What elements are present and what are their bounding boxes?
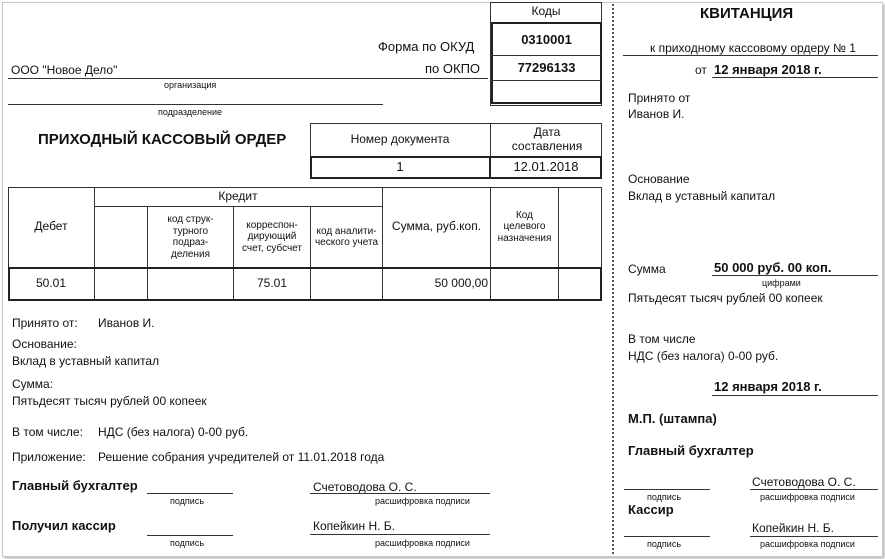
receipt-digits-caption: цифрами [762,278,801,288]
accepted-label: Принято от: [12,316,78,330]
okpo-code: 77296133 [517,59,576,75]
department-caption: подразделение [158,107,222,117]
docnum-value: 1 [396,159,404,175]
order-title: ПРИХОДНЫЙ КАССОВЫЙ ОРДЕР [38,131,287,148]
receipt-cashier-label: Кассир [628,502,674,517]
debit-header: Дебет [34,219,68,234]
receipt-title: КВИТАНЦИЯ [700,5,794,22]
receipt-basis-label: Основание [628,172,690,186]
date-header: Дата составления [511,124,583,153]
receipt-stamp: М.П. (штампа) [628,411,717,426]
row-credit-blank [95,269,147,299]
chief-accountant-label: Главный бухгалтер [12,478,138,493]
basis-label: Основание: [12,337,77,351]
date-value: 12.01.2018 [513,159,579,175]
receipt-chief-name: Счетоводова О. С. [752,475,856,489]
corr-header: корреспон-дирующий счет, субсчет [242,219,302,254]
receipt-cashier-sign-caption: подпись [647,539,682,549]
row-debit: 50.01 [35,276,67,291]
receipt-incl-label: В том числе [628,332,696,346]
okpo-label: по ОКПО [425,61,481,76]
row-corr: 75.01 [256,276,288,291]
docnum-header: Номер документа [350,131,450,146]
sum-header: Сумма, руб.коп. [391,219,482,234]
attach-value: Решение собрания учредителей от 11.01.2018 года [98,450,385,464]
chief-sign-caption: подпись [170,496,205,506]
analytic-header: код аналити-ческого учета [314,225,379,248]
cashier-decode-caption: расшифровка подписи [375,538,470,548]
sum-words: Пятьдесят тысяч рублей 00 копеек [12,394,207,408]
accepted-value: Иванов И. [98,316,155,330]
codes-header: Коды [531,4,561,19]
incl-value: НДС (без налога) 0-00 руб. [98,425,249,439]
struct-header: код струк-турного подраз-деления [167,214,214,260]
credit-header: Кредит [218,188,258,203]
organization-caption: организация [164,80,217,90]
receipt-date: 12 января 2018 г. [714,62,822,77]
receipt-chief-sign-caption: подпись [647,492,682,502]
target-header: Код целевого назначения [497,209,552,244]
attach-label: Приложение: [12,450,86,464]
receipt-chief-decode-caption: расшифровка подписи [760,492,855,502]
cut-line [612,4,614,554]
receipt-incl-value: НДС (без налога) 0-00 руб. [628,349,779,363]
chief-accountant-name: Счетоводова О. С. [313,480,417,494]
okud-code: 0310001 [521,31,572,47]
basis-value: Вклад в уставный капитал [12,354,160,368]
receipt-from-label: от [695,63,707,77]
receipt-accepted-value: Иванов И. [628,107,685,121]
organization-name: ООО "Новое Дело" [11,63,118,77]
receipt-chief-label: Главный бухгалтер [628,443,754,458]
receipt-to-order: к приходному кассовому ордеру № 1 [650,41,856,55]
row-target [491,269,558,299]
chief-decode-caption: расшифровка подписи [375,496,470,506]
incl-label: В том числе: [12,425,83,439]
okud-label: Форма по ОКУД [378,39,475,54]
receipt-sum-words: Пятьдесят тысяч рублей 00 копеек [628,291,823,305]
sum-label: Сумма: [12,377,54,391]
cashier-sign-caption: подпись [170,538,205,548]
cashier-label: Получил кассир [12,518,116,533]
receipt-basis-value: Вклад в уставный капитал [628,189,776,203]
row-sum: 50 000,00 [434,276,488,291]
row-struct [148,269,233,299]
cashier-name: Копейкин Н. Б. [313,519,395,533]
receipt-date-2: 12 января 2018 г. [714,379,822,394]
receipt-sum-label: Сумма [628,262,666,276]
receipt-cashier-name: Копейкин Н. Б. [752,521,834,535]
receipt-accepted-label: Принято от [628,91,691,105]
receipt-sum-digits: 50 000 руб. 00 коп. [714,260,832,275]
row-analytic [311,269,382,299]
receipt-cashier-decode-caption: расшифровка подписи [760,539,855,549]
